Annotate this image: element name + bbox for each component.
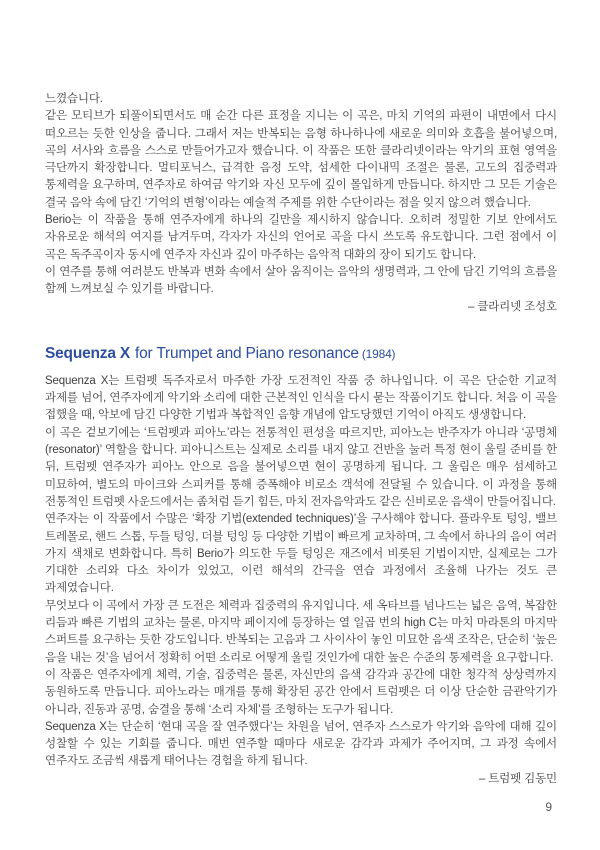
paragraph: Berio는 이 작품을 통해 연주자에게 하나의 길만을 제시하지 않습니다. 오히려 정밀한 기보 안에서도 자유로운 해석의 여지를 남겨두며, 각자가 자신의 언어로 곡을 다시 쓰도록 유도합니다. 그런 점에서 이 곡은 독주곡이자 동시에 연주자 자신과 깊이 마주하는 음악적 대화의 장이 되기도 합니다. (45, 214, 557, 261)
paragraph: 이 연주를 통해 여러분도 반복과 변화 속에서 살아 움직이는 음악의 생명력과, 그 안에 담긴 기억의 흐름을 함께 느껴보실 수 있기를 바랍니다. (45, 265, 557, 296)
paragraph: 이 곡은 겉보기에는 ‘트럼펫과 피아노’라는 전통적인 편성을 따르지만, 피아노는 반주자가 아니라 ‘공명체(resonator)’ 역할을 합니다. 피아니스트는 실제로 소리를 내지 않고 건반을 눌러 특정 현이 울릴 준비를 한 뒤, 트럼펫 연주자가 피아노 안으로 음을 불어넣으면 현이 공명하게 됩니다. 그 울림은 매우 섬세하고 미묘하여, 별도의 마이크와 스피커를 통해 증폭해야 비로소 객석에 전달될 수 있습니다. 이 과정을 통해 전통적인 트럼펫 사운드에서는 좀처럼 듣기 힘든, 마치 전자음악과도 같은 신비로운 음색이 만들어집니다. (45, 426, 557, 508)
paragraph: Sequenza X는 트럼펫 독주자로서 마주한 가장 도전적인 작품 중 하나입니다. 이 곡은 단순한 기교적 과제를 넘어, 연주자에게 악기와 소리에 대한 근본적인 인식을 다시 묻는 작품이기도 합니다. 처음 이 곡을 접했을 때, 악보에 담긴 다양한 기법과 복합적인 음향 개념에 압도당했던 기억이 아직도 생생합니다. (45, 374, 557, 422)
paragraph: 연주자는 이 작품에서 수많은 ‘확장 기법(extended techniques)’을 구사해야 합니다. 플라우토 텅잉, 밸브 트레몰로, 핸드 스톱, 두들 텅잉, 더블 텅잉 등 다양한 기법이 빠르게 교차하며, 그 속에서 하나의 음이 여러 가지 색채로 변화합니다. 특히 Berio가 의도한 두들 텅잉은 재즈에서 비롯된 기법이지만, 실제로는 그가 기대한 소리와 다소 차이가 있었고, 이런 해석의 간극을 연습 과정에서 조율해 나가는 것도 큰 과제였습니다. (45, 513, 557, 595)
paragraph: 무엇보다 이 곡에서 가장 큰 도전은 체력과 집중력의 유지입니다. 세 옥타브를 넘나드는 넓은 음역, 복잡한 리듬과 빠른 기법의 교차는 물론, 마지막 페이지에 등장하는 열 일곱 번의 high C는 마치 마라톤의 마지막 스퍼트를 요구하는 듯한 강도입니다. 반복되는 고음과 그 사이사이 놓인 미묘한 음색 조작은, 단순히 ‘높은 음을 내는 것’을 넘어서 정확히 어떤 소리로 어떻게 울릴 것인가에 대한 높은 수준의 통제력을 요구합니다. (45, 599, 557, 664)
piece-title-subtitle: for Trumpet and Piano resonance (135, 344, 359, 362)
paragraph-carryover: 느꼈습니다. (45, 93, 103, 105)
clarinet-program-note (45, 91, 557, 316)
trumpet-program-note (45, 373, 557, 788)
paragraph: 이 작품은 연주자에게 체력, 기술, 집중력은 물론, 자신만의 음색 감각과 공간에 대한 청각적 상상력까지 동원하도록 만듭니다. 피아노라는 매개를 통해 확장된 공간 안에서 트럼펫은 더 이상 단순한 금관악기가 아니라, 진동과 공명, 숨결을 통해 ‘소리 자체’를 조형하는 도구가 됩니다. (45, 668, 557, 716)
paragraph: 같은 모티브가 되풀이되면서도 매 순간 다른 표정을 지니는 이 곡은, 마치 기억의 파편이 내면에서 다시 떠오르는 듯한 인상을 줍니다. 그래서 저는 반복되는 음형 하나하나에 새로운 의미와 호흡을 불어넣으며, 곡의 서사와 흐름을 스스로 만들어가고자 했습니다. 이 작품은 또한 클라리넷이라는 악기의 표현 영역을 극단까지 확장합니다. 멀티포닉스, 급격한 음정 도약, 섬세한 다이내믹 조절은 물론, 고도의 집중력과 통제력을 요구하며, 연주자로 하여금 악기와 자신 모두에 깊이 몰입하게 만듭니다. 하지만 그 모든 기술은 결국 음악 속에 담긴 ‘기억의 변형’이라는 예술적 주제를 위한 수단이라는 점을 잊지 않으려 했습니다. (45, 110, 557, 209)
piece-title-name: Sequenza X (45, 344, 130, 362)
piece-title (45, 344, 557, 364)
author-signature-trumpet: – 트럼펫 김동민 (478, 772, 557, 785)
paragraph: Sequenza X는 단순히 ‘현대 곡을 잘 연주했다’는 차원을 넘어, 연주자 스스로가 악기와 음악에 대해 깊이 성찰할 수 있는 기회를 줍니다. 매번 연주할 때마다 새로운 감각과 과제가 주어지며, 그 과정 속에서 연주자도 조금씩 새롭게 태어나는 경험을 하게 됩니다. (45, 720, 557, 768)
page-content (45, 91, 557, 788)
author-signature-clarinet: – 클라리넷 조성호 (467, 300, 557, 313)
page-number: 9 (545, 800, 552, 814)
piece-title-year: (1984) (361, 346, 396, 361)
